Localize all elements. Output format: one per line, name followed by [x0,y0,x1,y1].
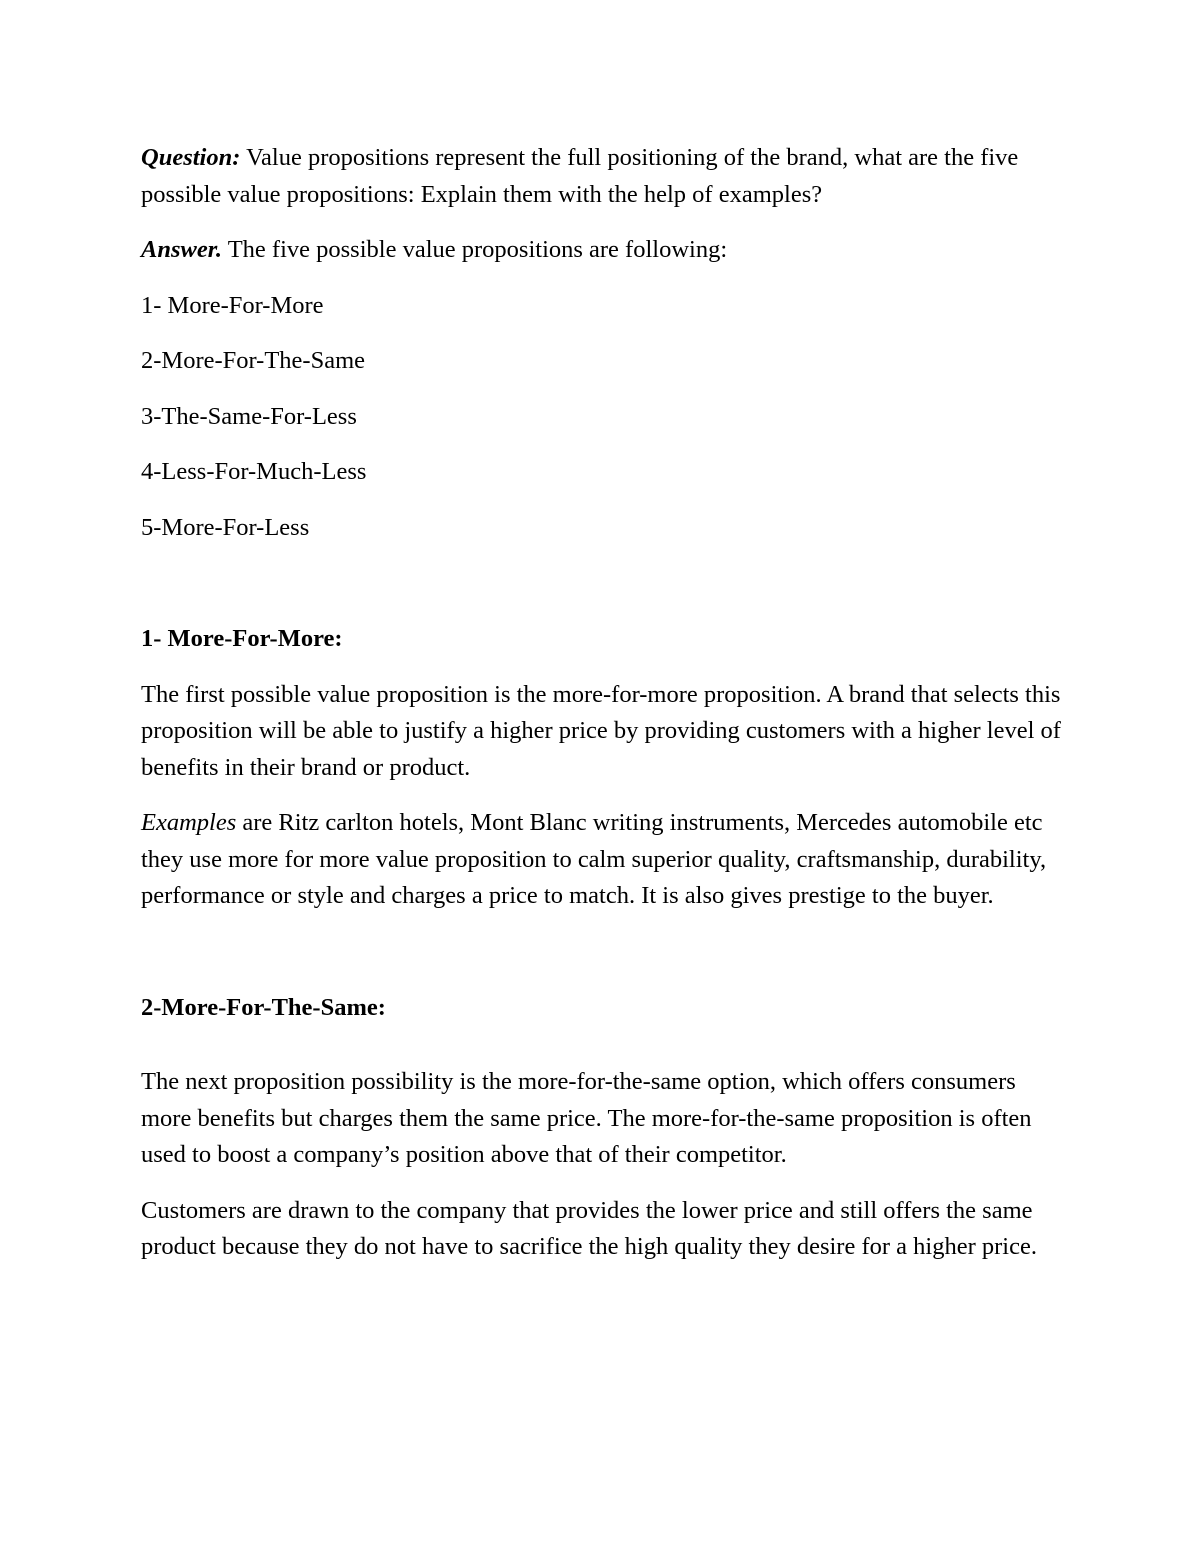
list-item-4: 4-Less-For-Much-Less [141,458,367,485]
document-body [141,140,1071,1266]
question-paragraph [141,140,1071,213]
section2-heading: 2-More-For-The-Same: [141,993,386,1021]
question-text: Value propositions represent the full positioning of the brand, what are the five possible value propositions: Explain them with the help of examples? [141,144,1019,208]
section2-paragraph-2: Customers are drawn to the company that provides the lower price and still offers the same product because they do not have to sacrifice the high quality they desire for a higher price. [141,1196,1037,1260]
answer-text: The five possible value propositions are following: [222,236,728,263]
section1-paragraph: The first possible value proposition is the more-for-more proposition. A brand that selects this proposition will be able to justify a higher price by providing customers with a higher level of benefits in their brand or product. [141,680,1061,781]
answer-label: Answer. [141,236,223,263]
section2-paragraph-1: The next proposition possibility is the more-for-the-same option, which offers consumers more benefits but charges them the same price. The more-for-the-same proposition is often used to boost a company’s position above that of their competitor. [141,1068,1032,1168]
question-label: Question: [141,144,241,171]
examples-text: are Ritz carlton hotels, Mont Blanc writing instruments, Mercedes automobile etc they use more for more value proposition to calm superior quality, craftsmanship, durability, performance or style and charges a price to match. It is also gives prestige to the buyer. [141,809,1047,909]
section1-heading: 1- More-For-More: [141,625,343,652]
answer-paragraph [141,232,1071,269]
list-item-1: 1- More-For-More [141,291,324,319]
list-item-5: 5-More-For-Less [141,513,310,541]
section1-examples-paragraph [141,805,1071,915]
list-item-2: 2-More-For-The-Same [141,347,366,374]
examples-label: Examples [141,809,237,836]
list-item-3: 3-The-Same-For-Less [141,402,357,430]
